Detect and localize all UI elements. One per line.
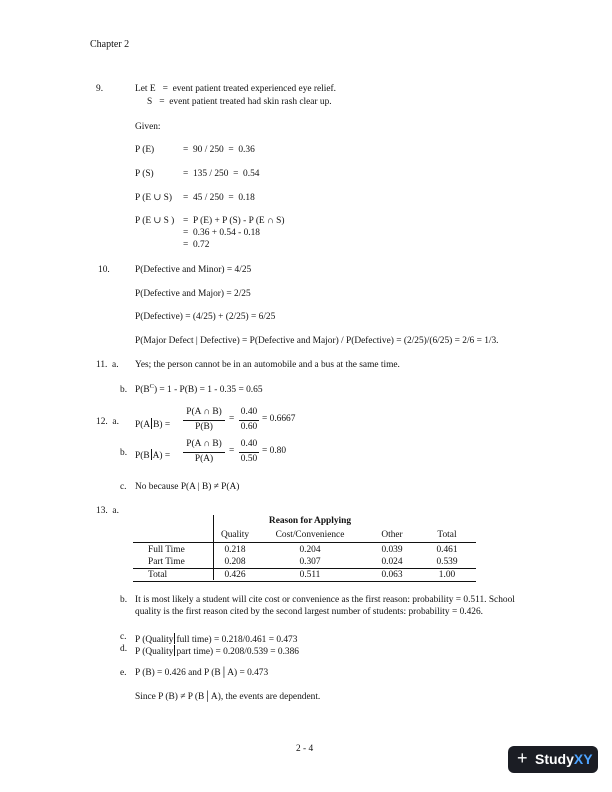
table-header-rule xyxy=(133,542,476,543)
p12-b-vden: 0.50 xyxy=(240,454,258,464)
chapter-header: Chapter 2 xyxy=(90,39,130,50)
p12-a-lhs: P(A B) = xyxy=(135,420,171,430)
p13-b-line2: quality is the first reason cited by the second largest number of students: probability = 0.426. xyxy=(135,607,484,617)
studyxy-logo-text: StudyXY xyxy=(535,751,593,767)
p9-union-line3: = 0.72 xyxy=(183,240,210,250)
cell: 0.024 xyxy=(381,557,403,567)
p12-a-vden: 0.60 xyxy=(240,422,258,432)
plus-icon: + xyxy=(517,748,528,768)
problem-11-number: 11. a. xyxy=(96,360,119,370)
table-bottom-rule xyxy=(133,581,476,582)
p13-e: P (B) = 0.426 and P (B│A) = 0.473 xyxy=(135,668,269,678)
p10-line4: P(Major Defect | Defective) = P(Defective and Major) / P(Defective) = (2/25)/(6/25) = 2/6 = 1/3. xyxy=(135,336,499,346)
p12-a-vline xyxy=(239,420,259,421)
table-header-quality: Quality xyxy=(220,530,250,540)
p12-a-vnum: 0.40 xyxy=(240,407,258,417)
p12-a-eq: = xyxy=(229,414,235,424)
cell: 0.461 xyxy=(436,545,458,555)
p12-b-lhs: P(B A) = xyxy=(135,451,171,461)
table-title: Reason for Applying xyxy=(268,516,352,526)
p10-line3: P(Defective) = (4/25) + (2/25) = 6/25 xyxy=(135,312,276,322)
p11-a: Yes; the person cannot be in an automobile and a bus at the same time. xyxy=(135,360,400,370)
cell: 0.539 xyxy=(436,557,458,567)
p12-a-result: = 0.6667 xyxy=(262,414,296,424)
p9-ps-label: P (S) xyxy=(135,169,154,179)
p9-pe-label: P (E) xyxy=(135,145,155,155)
cell: 1.00 xyxy=(438,570,456,580)
cell: 0.511 xyxy=(299,570,321,580)
p12-a-frac-line xyxy=(183,420,225,421)
p12-c-label: c. xyxy=(120,482,127,492)
p12-b-label: b. xyxy=(120,448,128,458)
p12-a-frac-den: P(B) xyxy=(195,422,213,432)
p13-d-label: d. xyxy=(120,644,128,654)
cell: 0.307 xyxy=(299,557,321,567)
cell: 0.063 xyxy=(381,570,403,580)
p9-pe-value: = 90 / 250 = 0.36 xyxy=(183,145,255,155)
row-label: Full Time xyxy=(148,545,185,555)
p12-b-frac-den: P(A) xyxy=(194,454,214,464)
p12-b-eq: = xyxy=(229,446,235,456)
table-header-total: Total xyxy=(437,530,457,540)
p13-c: P (Quality full time) = 0.218/0.461 = 0.473 xyxy=(135,635,298,645)
p13-b-line1: It is most likely a student will cite cost or convenience as the first reason: probability = 0.511. School xyxy=(135,595,515,605)
cell: 0.218 xyxy=(224,545,246,555)
p13-b-label: b. xyxy=(120,595,128,605)
cell: 0.208 xyxy=(224,557,246,567)
cell: 0.426 xyxy=(224,570,246,580)
row-label: Total xyxy=(148,570,168,580)
p10-line2: P(Defective and Major) = 2/25 xyxy=(135,289,251,299)
p9-peus-value: = 45 / 250 = 0.18 xyxy=(183,193,255,203)
p12-c: No because P(A | B) ≠ P(A) xyxy=(135,482,240,492)
p13-e-label: e. xyxy=(120,668,127,678)
row-label: Part Time xyxy=(148,557,185,567)
problem-9-number: 9. xyxy=(96,84,104,94)
studyxy-badge[interactable] xyxy=(508,746,598,773)
p12-b-vnum: 0.40 xyxy=(240,439,258,449)
p13-d: P (Quality part time) = 0.208/0.539 = 0.386 xyxy=(135,647,299,657)
p9-ps-value: = 135 / 250 = 0.54 xyxy=(183,169,260,179)
table-total-rule xyxy=(133,568,476,569)
p9-union-line2: = 0.36 + 0.54 - 0.18 xyxy=(183,228,260,238)
p9-peus-label: P (E ∪ S) xyxy=(135,193,172,203)
problem-10-number: 10. xyxy=(98,265,110,275)
table-header-other: Other xyxy=(381,530,403,540)
cell: 0.204 xyxy=(299,545,321,555)
p11-b-label: b. xyxy=(120,385,128,395)
p12-b-vline xyxy=(239,452,259,453)
p12-b-frac-line xyxy=(183,452,225,453)
page-number: 2 - 4 xyxy=(296,744,314,754)
p10-line1: P(Defective and Minor) = 4/25 xyxy=(135,265,252,275)
p9-given: Given: xyxy=(135,122,161,132)
p12-a-frac-num: P(A ∩ B) xyxy=(186,407,222,417)
problem-12-number: 12. a. xyxy=(96,417,119,427)
table-header-cost: Cost/Convenience xyxy=(275,530,345,540)
p12-b-result: = 0.80 xyxy=(262,446,287,456)
p13-e-conclusion: Since P (B) ≠ P (B│A), the events are dependent. xyxy=(135,692,321,702)
p9-union-label: P (E ∪ S ) xyxy=(135,216,175,226)
p11-b: $P(B^C) = 1 - P(B) = 1 - 0.35 = 0.65$ xyxy=(135,383,263,395)
cell: 0.039 xyxy=(381,545,403,555)
p9-union-line1: = P (E) + P (S) - P (E ∩ S) xyxy=(183,216,285,226)
p9-let-s: S = event patient treated had skin rash clear up. xyxy=(147,97,332,107)
p9-let-e: Let E = event patient treated experienced eye relief. xyxy=(135,84,337,94)
problem-13-number: 13. a. xyxy=(96,506,119,516)
p13-c-label: c. xyxy=(120,632,127,642)
p12-b-frac-num: P(A ∩ B) xyxy=(186,439,222,449)
